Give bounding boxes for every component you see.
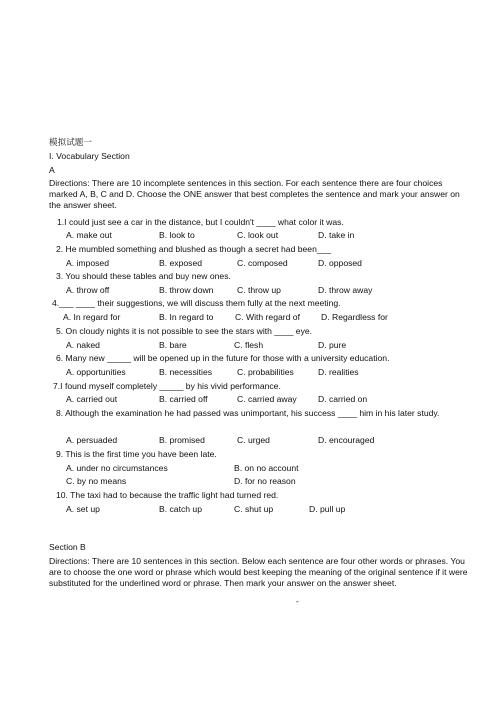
option-d: D. carried on	[318, 394, 368, 404]
option-c: C. probabilities	[237, 367, 294, 377]
directions-b: Directions: There are 10 sentences in this section. Below each sentence are four other words or phrases. You are to choose the one word or phrase which would best keeping the meaning of the original sentence if it were substituted for the underlined word or phrase. Then mark your answer on the answer sheet.	[49, 556, 468, 588]
option-b: B. bare	[159, 340, 187, 350]
option-c: C. carried away	[237, 394, 297, 404]
option-b: B. on no account	[234, 463, 299, 473]
option-d: D. opposed	[318, 258, 362, 268]
question-9-stem: 9. This is the first time you have been late.	[56, 449, 217, 459]
option-c: C. composed	[237, 258, 288, 268]
option-d: D. for no reason	[234, 476, 296, 486]
directions-a: Directions: There are 10 incomplete sentences in this section. For each sentence there are four choices marked A, B, C and D. Choose the ONE answer that best completes the sentence and mark your answer on the answer sheet.	[49, 178, 460, 210]
option-c: C. shut up	[234, 504, 274, 514]
option-c: C. look out	[237, 230, 279, 240]
option-c: C. throw up	[237, 285, 281, 295]
option-b: B. exposed	[159, 258, 202, 268]
footer-mark: -	[296, 596, 299, 606]
option-b: B. throw down	[159, 285, 214, 295]
question-6-stem: 6. Many new _____ will be opened up in the future for those with a university education.	[56, 353, 390, 363]
question-1-stem: 1.I could just see a car in the distance, but I couldn't ____ what color it was.	[57, 217, 344, 227]
question-8-stem: 8. Although the examination he had passed was unimportant, his success ____ him in his later study.	[56, 408, 440, 418]
question-2-stem: 2. He mumbled something and blushed as though a secret had been___	[56, 244, 332, 254]
option-a: A. make out	[66, 230, 112, 240]
chinese-heading: 模拟试题一	[49, 137, 92, 147]
option-a: A. throw off	[66, 285, 110, 295]
option-c: C. urged	[237, 435, 270, 445]
option-a: A. under no circumstances	[66, 463, 168, 473]
option-b: B. look to	[159, 230, 195, 240]
option-a: A. set up	[66, 504, 100, 514]
option-d: D. pull up	[309, 504, 346, 514]
option-a: A. naked	[66, 340, 100, 350]
option-d: D. throw away	[318, 285, 373, 295]
option-d: D. Regardless for	[321, 312, 388, 322]
option-a: A. In regard for	[63, 312, 121, 322]
option-c: C. With regard of	[235, 312, 300, 322]
option-b: B. In regard to	[159, 312, 214, 322]
option-a: A. imposed	[66, 258, 109, 268]
option-b: B. carried off	[159, 394, 208, 404]
option-c: C. by no means	[66, 476, 127, 486]
option-a: A. carried out	[66, 394, 118, 404]
section-b-title: Section B	[49, 542, 86, 552]
option-b: B. necessities	[159, 367, 213, 377]
option-c: C. flesh	[234, 340, 264, 350]
question-4-stem: 4.___ ____ their suggestions, we will discuss them fully at the next meeting.	[52, 298, 341, 308]
option-a: A. opportunities	[66, 367, 126, 377]
option-b: B. promised	[159, 435, 205, 445]
section-title: I. Vocabulary Section	[49, 151, 130, 161]
option-b: B. catch up	[159, 504, 202, 514]
question-10-stem: 10. The taxi had to because the traffic light had turned red.	[56, 490, 279, 500]
question-7-stem: 7.I found myself completely _____ by his vivid performance.	[53, 381, 281, 391]
option-d: D. encouraged	[318, 435, 375, 445]
question-3-stem: 3. You should these tables and buy new ones.	[56, 271, 231, 281]
option-d: D. take in	[318, 230, 355, 240]
option-d: D. realities	[318, 367, 359, 377]
question-5-stem: 5. On cloudy nights it is not possible to see the stars with ____ eye.	[56, 326, 313, 336]
part-label-a: A	[49, 165, 55, 175]
option-a: A. persuaded	[66, 435, 118, 445]
option-d: D. pure	[318, 340, 347, 350]
